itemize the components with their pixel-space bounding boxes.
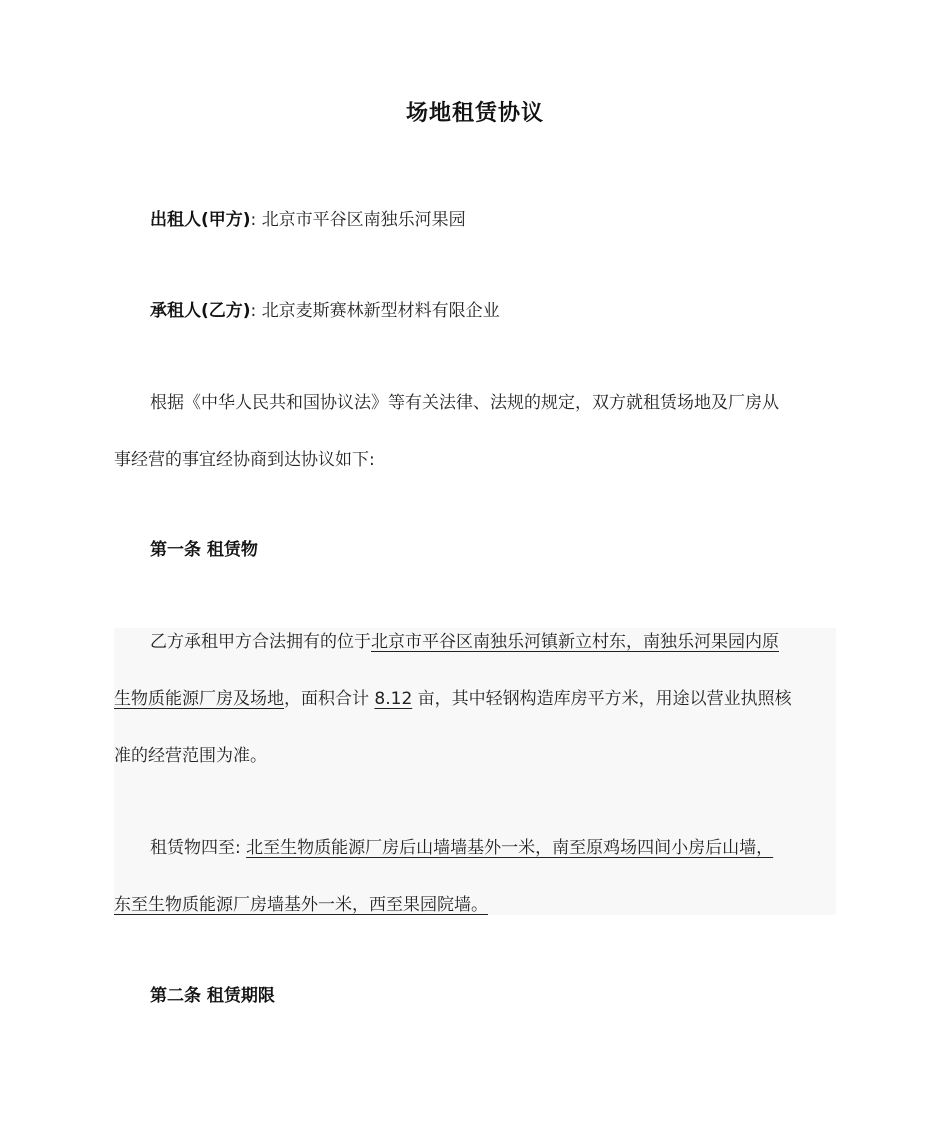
intro-line-2: 事经营的事宜经协商到达协议如下: xyxy=(114,450,375,470)
premises-prefix: 乙方承租甲方合法拥有的位于 xyxy=(150,632,371,652)
intro-line-1: 根据《中华人民共和国协议法》等有关法律、法规的规定，双方就租赁场地及厂房从 xyxy=(150,393,779,413)
lessor-value: 北京市平谷区南独乐河果园 xyxy=(261,210,466,230)
article-1-heading: 第一条 租赁物 xyxy=(150,540,258,560)
lessee-label: 承租人(乙方) xyxy=(150,301,251,321)
boundaries-text-part-1: 北至生物质能源厂房后山墙墙基外一米，南至原鸡场四间小房后山墙， xyxy=(246,838,774,858)
article-1-para-1-line-1 xyxy=(114,630,872,654)
boundaries-text-part-2: 东至生物质能源厂房墙基外一米，西至果园院墙。 xyxy=(114,895,488,915)
lessee-separator: : xyxy=(250,301,257,321)
article-1-para-1-line-2 xyxy=(114,687,836,711)
area-rest-text: 亩，其中轻钢构造库房平方米，用途以营业执照核 xyxy=(417,689,792,709)
article-2-heading: 第二条 租赁期限 xyxy=(150,986,275,1006)
area-text: ，面积合计 xyxy=(284,689,369,709)
lessor-line xyxy=(114,208,872,232)
lessee-value: 北京麦斯赛林新型材料有限企业 xyxy=(261,301,500,321)
lessor-label: 出租人(甲方) xyxy=(150,210,251,230)
lessee-line xyxy=(114,299,872,323)
lessor-separator: : xyxy=(250,210,257,230)
boundaries-label: 租赁物四至: xyxy=(150,838,241,858)
article-1-para-2-line-2 xyxy=(114,893,836,917)
document-title: 场地租赁协议 xyxy=(405,101,544,126)
article-1-para-1-line-3: 准的经营范围为准。 xyxy=(114,746,267,766)
premises-location-part-2: 生物质能源厂房及场地 xyxy=(114,689,284,709)
premises-location-part-1: 北京市平谷区南独乐河镇新立村东，南独乐河果园内原 xyxy=(371,632,779,652)
area-value: 8.12 xyxy=(374,689,413,709)
article-1-shaded-block xyxy=(114,628,836,915)
article-1-para-2-line-1 xyxy=(114,836,872,860)
